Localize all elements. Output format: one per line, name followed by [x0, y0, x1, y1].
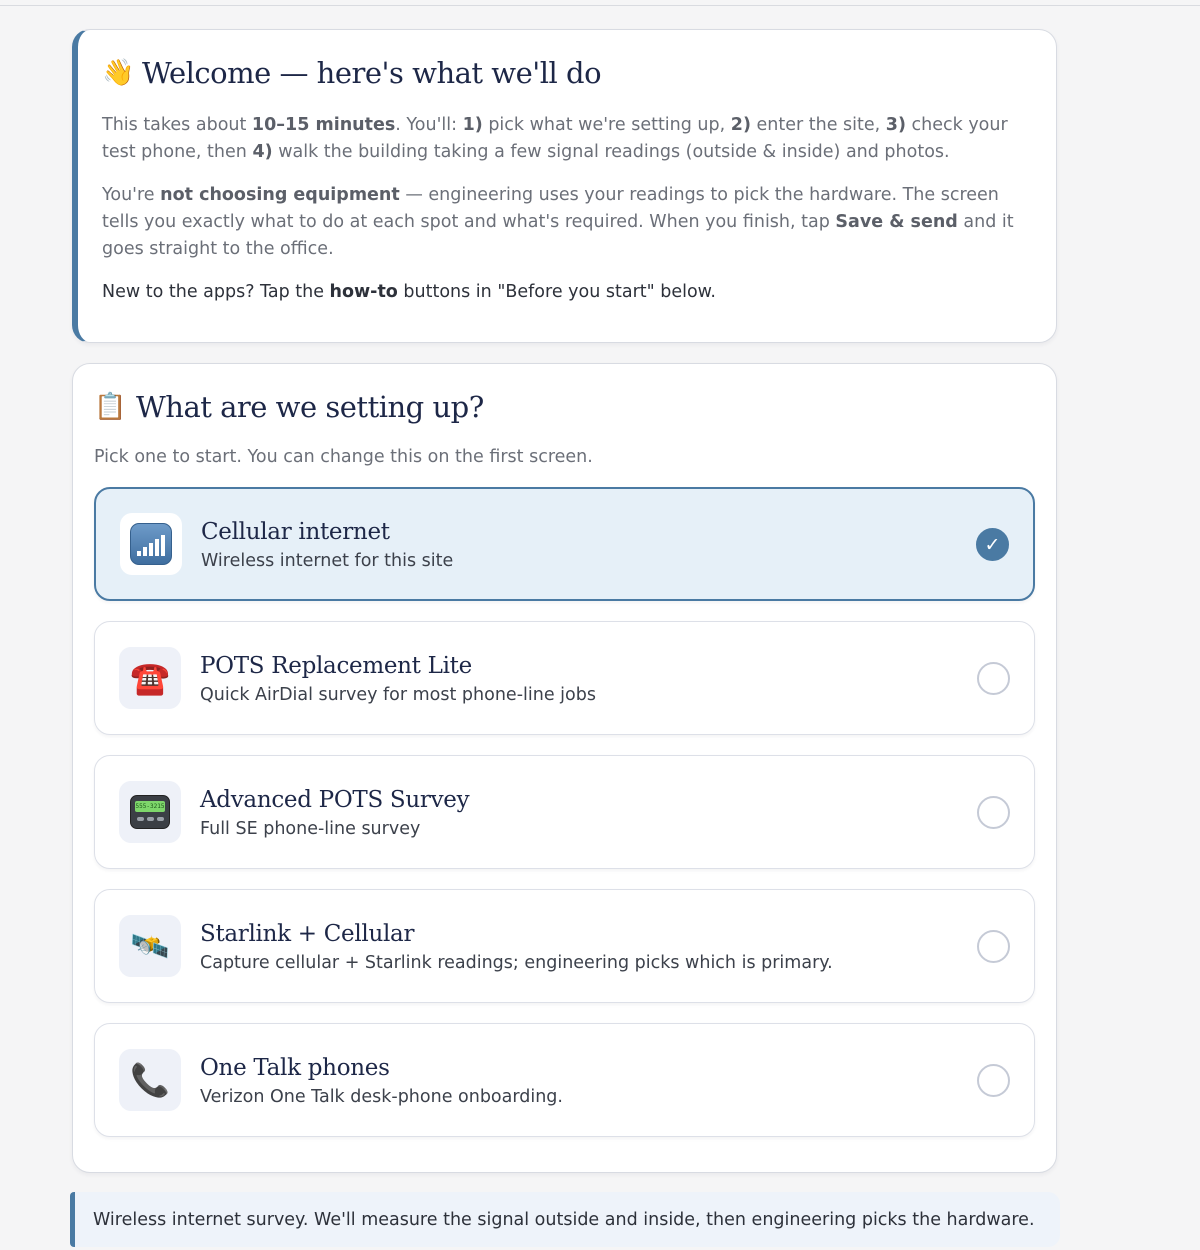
- welcome-howto-text: New to the apps? Tap the how-to buttons in "Before you start" below.: [102, 282, 716, 302]
- selection-note: [70, 1192, 1060, 1247]
- option-title: One Talk phones: [200, 1054, 390, 1081]
- telephone-receiver-icon: 📞: [130, 1061, 170, 1099]
- radio-unchecked[interactable]: [977, 930, 1010, 963]
- radio-unchecked[interactable]: [977, 1064, 1010, 1097]
- top-divider: [0, 5, 1200, 6]
- welcome-card: [72, 29, 1057, 343]
- option-icon-box: [119, 781, 181, 843]
- clipboard-icon: 📋: [94, 392, 127, 422]
- selection-note-text: Wireless internet survey. We'll measure the signal outside and inside, then engineering picks the hardware.: [93, 1210, 1035, 1230]
- welcome-header: [102, 52, 1028, 94]
- option-one-talk-phones[interactable]: [94, 1023, 1035, 1137]
- setup-title: What are we setting up?: [136, 390, 484, 424]
- option-icon-box: [119, 647, 181, 709]
- option-description: Full SE phone-line survey: [200, 818, 421, 839]
- waving-hand-icon: 👋: [102, 58, 135, 88]
- option-description: Capture cellular + Starlink readings; engineering picks which is primary.: [200, 952, 833, 973]
- radio-unchecked[interactable]: [977, 662, 1010, 695]
- option-text: [200, 919, 833, 974]
- option-cellular-internet[interactable]: [94, 487, 1035, 601]
- pager-icon: [130, 795, 170, 829]
- option-icon-box: [119, 1049, 181, 1111]
- option-text: [201, 517, 453, 572]
- option-title: Starlink + Cellular: [200, 920, 415, 947]
- checkmark-icon: ✓: [984, 533, 1001, 556]
- option-title: Cellular internet: [201, 518, 390, 545]
- radio-unchecked[interactable]: [977, 796, 1010, 829]
- option-text: [200, 1053, 563, 1108]
- welcome-intro-text: This takes about 10–15 minutes. You'll: 1) pick what we're setting up, 2) enter the site, 3) check your test phone, then 4) walk the building taking a few signal readings (outside & inside) and photos.: [102, 115, 1008, 162]
- welcome-equipment-text: You're not choosing equipment — engineering uses your readings to pick the hardware. The screen tells you exactly what to do at each spot and what's required. When you finish, tap Save & send and it goes straight to the office.: [102, 185, 1014, 259]
- option-description: Quick AirDial survey for most phone-line jobs: [200, 684, 596, 705]
- radio-checked[interactable]: [976, 528, 1009, 561]
- option-icon-box: [120, 513, 182, 575]
- option-icon-box: [119, 915, 181, 977]
- signal-bars-icon: [130, 523, 172, 565]
- option-description: Verizon One Talk desk-phone onboarding.: [200, 1086, 563, 1107]
- setup-header: [94, 386, 1034, 428]
- option-description: Wireless internet for this site: [201, 550, 454, 571]
- setup-card: [72, 363, 1057, 1173]
- pager-screen: 555-3215: [135, 803, 165, 810]
- option-text: [200, 785, 469, 840]
- setup-subtitle: Pick one to start. You can change this on the first screen.: [94, 447, 593, 467]
- option-text: [200, 651, 596, 706]
- telephone-icon: ☎️: [130, 659, 170, 697]
- satellite-icon: 🛰️: [130, 927, 170, 965]
- welcome-title: Welcome — here's what we'll do: [142, 56, 602, 90]
- option-title: Advanced POTS Survey: [200, 786, 470, 813]
- setup-options: [94, 487, 1034, 1137]
- option-advanced-pots-survey[interactable]: [94, 755, 1035, 869]
- option-pots-replacement-lite[interactable]: [94, 621, 1035, 735]
- option-title: POTS Replacement Lite: [200, 652, 472, 679]
- option-starlink-cellular[interactable]: [94, 889, 1035, 1003]
